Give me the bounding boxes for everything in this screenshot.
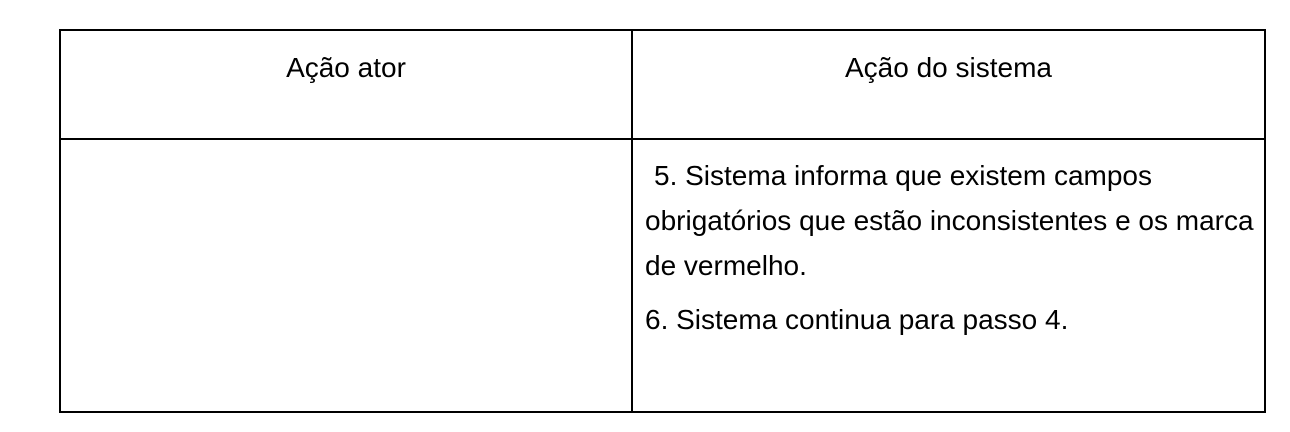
table-header-row [60, 30, 1265, 139]
actor-action-cell [60, 139, 632, 412]
header-cell-system [632, 30, 1265, 139]
system-step-5: 5. Sistema informa que existem campos obrigatórios que estão inconsistentes e os marca de vermelho. [645, 160, 1254, 281]
use-case-table [59, 29, 1266, 413]
header-cell-actor [60, 30, 632, 139]
header-system-action: Ação do sistema [845, 52, 1052, 83]
system-step-6: 6. Sistema continua para passo 4. [645, 304, 1069, 335]
system-action-cell [632, 139, 1265, 412]
table-row [60, 139, 1265, 412]
header-actor-action: Ação ator [286, 52, 406, 83]
